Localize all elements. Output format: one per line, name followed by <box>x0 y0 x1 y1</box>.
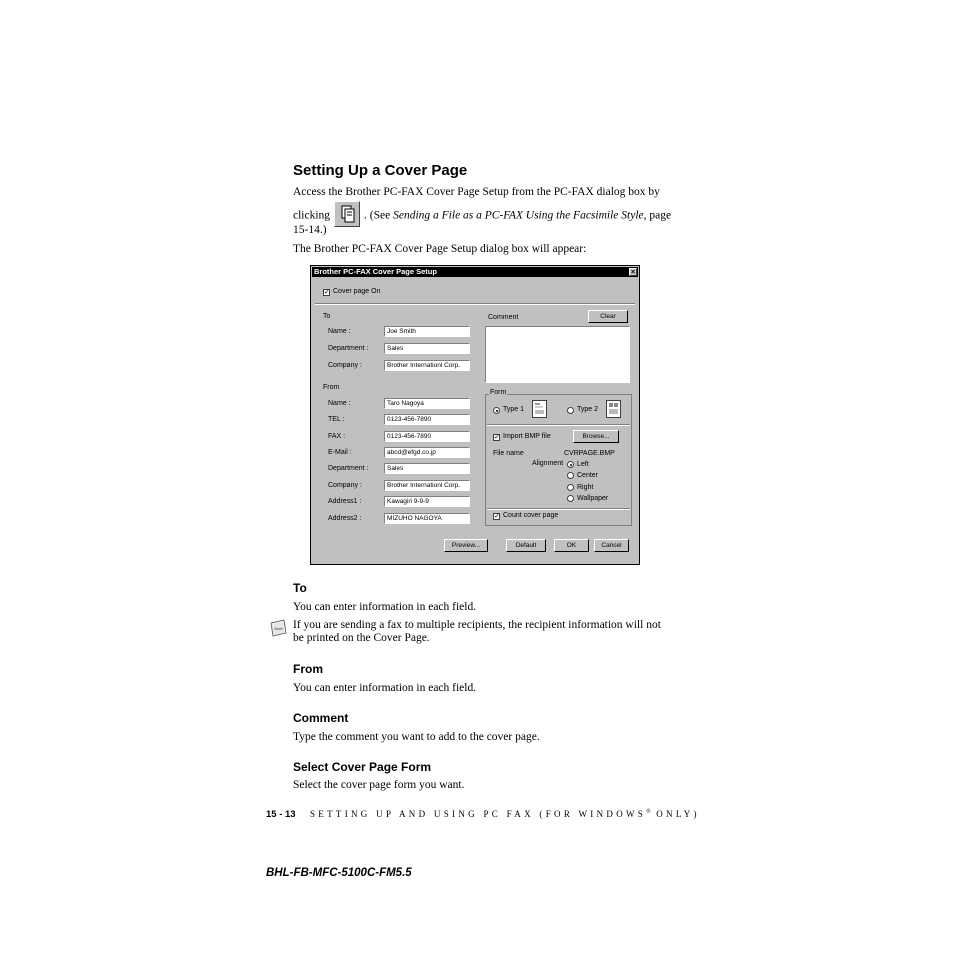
intro-see-reference: Sending a File as a PC-FAX Using the Facsimile Style <box>393 209 644 222</box>
note-icon <box>268 618 288 638</box>
cover-page-setup-dialog <box>310 265 640 565</box>
to-department-label: Department : <box>328 345 369 352</box>
section-to-title: To <box>293 581 307 595</box>
type1-radio[interactable] <box>493 407 500 414</box>
cover-page-button <box>334 201 360 227</box>
align-wallpaper-label: Wallpaper <box>577 495 609 502</box>
cancel-button[interactable]: Cancel <box>594 539 629 552</box>
from-group-label: From <box>323 384 340 391</box>
dialog-title-bar <box>312 267 638 277</box>
page-heading: Setting Up a Cover Page <box>293 162 468 179</box>
section-comment-title: Comment <box>293 711 349 725</box>
dialog-title: Brother PC-FAX Cover Page Setup <box>314 267 437 276</box>
section-comment-text: Type the comment you want to add to the cover page. <box>293 731 540 743</box>
note-text <box>293 619 661 645</box>
alignment-label: Alignment <box>532 460 564 467</box>
cover-page-icon <box>335 202 359 226</box>
comment-textarea[interactable] <box>485 326 630 383</box>
from-email-label: E-Mail : <box>328 449 352 456</box>
type1-label: Type 1 <box>503 406 525 413</box>
preview-button[interactable]: Preview... <box>444 539 488 552</box>
to-name-label: Name : <box>328 328 351 335</box>
browse-button[interactable]: Browse... <box>573 430 619 443</box>
import-bmp-label: Import BMP file <box>503 433 551 440</box>
clear-button[interactable]: Clear <box>588 310 628 323</box>
intro-see-suffix: , page <box>643 209 672 222</box>
page-number: 15 - 13 <box>266 809 296 820</box>
from-fax-input[interactable]: 0123-456-7890 <box>384 431 470 442</box>
comment-label: Comment <box>488 314 519 321</box>
align-center-radio[interactable] <box>567 472 574 479</box>
cover-page-on-checkbox[interactable]: ✓ <box>324 289 330 296</box>
section-to-text: You can enter information in each field. <box>293 601 477 613</box>
cover-page-on-label: Cover page On <box>333 288 381 295</box>
from-department-input[interactable]: Sales <box>384 463 470 474</box>
from-name-label: Name : <box>328 400 351 407</box>
intro-line-1: Access the Brother PC-FAX Cover Page Setup from the PC-FAX dialog box by <box>293 186 660 198</box>
type2-radio[interactable] <box>567 407 574 414</box>
count-cover-page-label: Count cover page <box>503 512 559 519</box>
intro-clicking: clicking <box>293 209 331 222</box>
intro-page-ref: 15-14.) <box>293 224 327 236</box>
align-wallpaper-radio[interactable] <box>567 495 574 502</box>
file-name-label: File name <box>493 450 524 457</box>
from-company-label: Company : <box>328 482 362 489</box>
form-separator <box>487 424 630 426</box>
to-group-label: To <box>323 313 331 320</box>
footer-chapter-title <box>310 809 700 819</box>
close-icon[interactable]: × <box>630 269 636 276</box>
to-company-label: Company : <box>328 362 362 369</box>
from-email-input[interactable]: abcd@efgd.co.jp <box>384 447 470 458</box>
section-from-text: You can enter information in each field. <box>293 682 477 694</box>
svg-text:Note: Note <box>274 626 283 631</box>
document-id: BHL-FB-MFC-5100C-FM5.5 <box>266 867 412 879</box>
footer-title-text: SETTING UP AND USING PC FAX (FOR WINDOWS <box>310 809 647 819</box>
intro-dialog-appear: The Brother PC-FAX Cover Page Setup dialog box will appear: <box>293 243 587 255</box>
section-from-title: From <box>293 662 323 676</box>
count-cover-page-checkbox[interactable]: ✓ <box>494 513 500 520</box>
align-center-label: Center <box>577 472 599 479</box>
type1-preview-icon <box>532 400 547 418</box>
file-name-value: CVRPAGE.BMP <box>564 450 615 457</box>
from-fax-label: FAX : <box>328 433 346 440</box>
to-name-input[interactable]: Joe Smith <box>384 326 470 337</box>
intro-see-prefix: . (See <box>364 209 394 222</box>
type2-label: Type 2 <box>577 406 599 413</box>
form-separator-2 <box>487 508 630 510</box>
from-address1-input[interactable]: Kawagiri 9-9-9 <box>384 496 470 507</box>
from-tel-label: TEL : <box>328 416 345 423</box>
to-department-input[interactable]: Sales <box>384 343 470 354</box>
from-name-input[interactable]: Taro Nagoya <box>384 398 470 409</box>
note-line-1: If you are sending a fax to multiple recipients, the recipient information will not <box>293 619 661 631</box>
import-bmp-checkbox[interactable]: ✓ <box>494 434 500 441</box>
note-line-2: be printed on the Cover Page. <box>293 632 430 644</box>
form-group-label: Form <box>490 389 507 396</box>
intro-line-2 <box>293 203 671 229</box>
from-address1-label: Address1 : <box>328 498 362 505</box>
ok-button[interactable]: OK <box>554 539 589 552</box>
align-right-radio[interactable] <box>567 484 574 491</box>
align-left-radio[interactable] <box>567 461 574 468</box>
from-address2-input[interactable]: MIZUHO NAGOYA <box>384 513 470 524</box>
section-form-text: Select the cover page form you want. <box>293 779 465 791</box>
from-tel-input[interactable]: 0123-456-7890 <box>384 414 470 425</box>
section-form-title: Select Cover Page Form <box>293 760 432 774</box>
align-left-label: Left <box>577 461 589 468</box>
from-address2-label: Address2 : <box>328 515 362 522</box>
from-company-input[interactable]: Brother Internationl Corp. <box>384 480 470 491</box>
footer-title-end: ONLY) <box>650 809 700 819</box>
from-department-label: Department : <box>328 465 369 472</box>
registered-mark: ® <box>646 809 651 815</box>
to-company-input[interactable]: Brother Internationl Corp. <box>384 360 470 371</box>
default-button[interactable]: Default <box>506 539 546 552</box>
separator <box>315 303 635 305</box>
align-right-label: Right <box>577 484 594 491</box>
type2-preview-icon <box>606 400 621 418</box>
